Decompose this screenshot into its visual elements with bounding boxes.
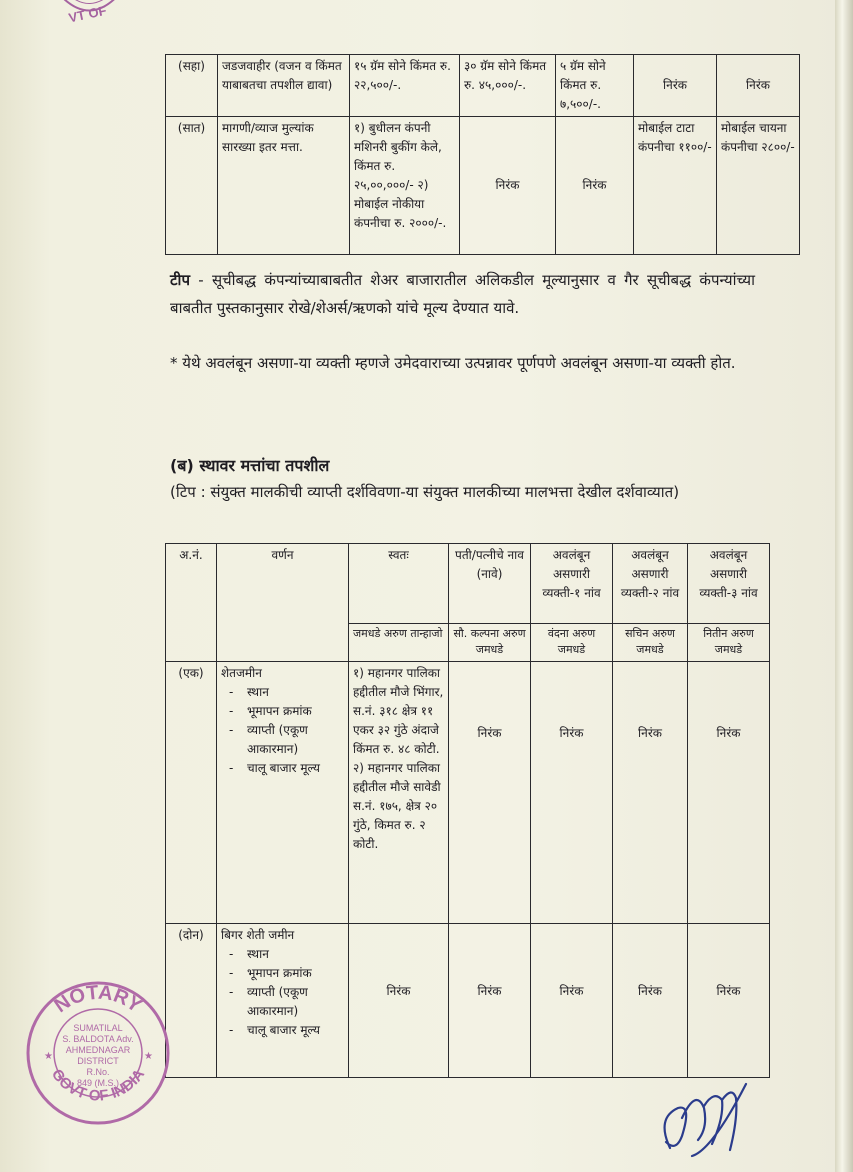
header-dependent-3: अवलंबून असणारी व्यक्ती-३ नांव — [688, 544, 770, 624]
dependent-1-value: निरंक — [556, 117, 634, 255]
notary-seal — [22, 975, 174, 1125]
table-row — [166, 924, 770, 1078]
seal-top-text: NOTARY — [50, 981, 146, 1018]
top-stamp-fragment — [50, 0, 128, 34]
asset-title: शेतजमीन — [221, 666, 262, 680]
list-item: - व्याप्ती (एकूण आकारमान) — [221, 721, 344, 759]
row-number: (सहा) — [166, 55, 218, 117]
table-row — [166, 117, 800, 255]
dependent-1-value: निरंक — [531, 924, 613, 1078]
asset-title: बिगर शेती जमीन — [221, 928, 295, 942]
asset-description — [217, 662, 349, 924]
table-row — [166, 55, 800, 117]
star-icon: ★ — [144, 1051, 153, 1062]
tip-text: - सूचीबद्ध कंपन्यांच्याबाबतीत शेअर बाजारातील अलिकडील मूल्यानुसार व गैर सूचीबद्ध कंपन्यांच्या बाबतीत पुस्तकानुसार रोखे/शेअर्स/ऋणको यांचे मूल्य देण्यात यावे. — [170, 271, 755, 317]
seal-line: R.No. — [86, 1067, 110, 1077]
dependent-1-name: वंदना अरुण जमधडे — [531, 624, 613, 662]
section-b-note: (टिप : संयुक्त मालकीची व्याप्ती दर्शविवणा-या संयुक्त मालकीच्या मालभत्ता देखील दर्शवाव्यात) — [170, 483, 680, 501]
header-dependent-2: अवलंबून असणारी व्यक्ती-२ नांव — [613, 544, 688, 624]
self-value: १) बुधीलन कंपनी मशिनरी बुकींग केले, किंमत रु. २५,००,०००/- २) मोबाईल नोकीया कंपनीचा रु. २०००/-. — [350, 117, 460, 255]
dependent-2-value: मोबाईल टाटा कंपनीचा ११००/- — [634, 117, 717, 255]
section-b-heading: (ब) स्थावर मत्तांचा तपशील — [170, 456, 330, 475]
dependent-3-value: निरंक — [717, 55, 800, 117]
self-value: १५ ग्रॅम सोने किंमत रु. २२,५००/-. — [350, 55, 460, 117]
self-name: जमधडे अरुण तान्हाजो — [349, 624, 449, 662]
dependent-2-value: निरंक — [634, 55, 717, 117]
table-row — [166, 662, 770, 924]
spouse-value: ३० ग्रॅम सोने किंमत रु. ४५,०००/-. — [460, 55, 556, 117]
tip-note — [170, 266, 755, 322]
seal-line: S. BALDOTA Adv. — [62, 1034, 134, 1044]
header-dependent-1: अवलंबून असणारी व्यक्ती-१ नांव — [531, 544, 613, 624]
self-value: १) महानगर पालिका हद्दीतील मौजे भिंगार, स.नं. ३१८ क्षेत्र ११ एकर ३२ गुंठे अंदाजे किंमत रु. ४८ कोटी. २) महानगर पालिका हद्दीतील मौजे सावेडी स.नं. १७५, क्षेत्र २० गुंठे, किमत रु. २ कोटी. — [349, 662, 449, 924]
seal-line: DISTRICT — [77, 1056, 119, 1066]
tip-label: टीप — [170, 271, 190, 289]
asset-description — [217, 924, 349, 1078]
handwritten-signature — [652, 1078, 752, 1158]
seal-line: 849 (M.S.) — [76, 1078, 120, 1088]
paper-stack-edge — [835, 0, 853, 1172]
header-self: स्वतः — [349, 544, 449, 624]
spouse-value: निरंक — [449, 924, 531, 1078]
row-number: (दोन) — [166, 924, 217, 1078]
spouse-value: निरंक — [460, 117, 556, 255]
seal-line: AHMEDNAGAR — [65, 1045, 131, 1055]
dependent-3-value: निरंक — [688, 662, 770, 924]
spouse-value: निरंक — [449, 662, 531, 924]
dependent-2-value: निरंक — [613, 662, 688, 924]
header-spouse: पती/पत्नीचे नाव (नावे) — [449, 544, 531, 624]
seal-line: SUMATILAL — [73, 1023, 123, 1033]
dependent-3-name: नितीन अरुण जमधडे — [688, 624, 770, 662]
svg-text:NOTARY — [50, 982, 146, 1018]
self-value: निरंक — [349, 924, 449, 1078]
list-item: - चालू बाजार मूल्य — [221, 759, 344, 778]
list-item: - भूमापन क्रमांक — [221, 964, 344, 983]
header-description: वर्णन — [217, 544, 349, 662]
dependent-3-value: निरंक — [688, 924, 770, 1078]
dependent-definition-note: * येथे अवलंबून असणा-या व्यक्ती म्हणजे उमेदवाराच्या उत्पन्नावर पूर्णपणे अवलंबून असणा-या व्यक्ती होत. — [170, 354, 736, 372]
header-number: अ.नं. — [166, 544, 217, 662]
row-number: (एक) — [166, 662, 217, 924]
star-icon: ★ — [44, 1051, 53, 1062]
list-item: - भूमापन क्रमांक — [221, 702, 344, 721]
list-item: - स्थान — [221, 945, 344, 964]
spouse-name: सौ. कल्पना अरुण जमधडे — [449, 624, 531, 662]
list-item: - चालू बाजार मूल्य — [221, 1021, 344, 1040]
immovable-assets-table — [165, 543, 770, 1078]
list-item: - व्याप्ती (एकूण आकारमान) — [221, 983, 344, 1021]
dependent-3-value: मोबाईल चायना कंपनीचा २८००/- — [717, 117, 800, 255]
dependent-2-value: निरंक — [613, 924, 688, 1078]
movable-assets-table-continued — [165, 54, 800, 255]
dependent-1-value: निरंक — [531, 662, 613, 924]
list-item: - स्थान — [221, 683, 344, 702]
dependent-1-value: ५ ग्रॅम सोने किंमत रु. ७,५००/-. — [556, 55, 634, 117]
top-stamp-text: VT OF — [67, 2, 108, 26]
asset-description: मागणी/व्याज मुल्यांक सारख्या इतर मत्ता. — [218, 117, 350, 255]
asset-description: जडजवाहीर (वजन व किंमत याबाबतचा तपशील द्यावा) — [218, 55, 350, 117]
seal-bottom-text: GOVT OF INDIA — [47, 1066, 149, 1105]
row-number: (सात) — [166, 117, 218, 255]
header-row — [166, 544, 770, 624]
dependent-2-name: सचिन अरुण जमधडे — [613, 624, 688, 662]
